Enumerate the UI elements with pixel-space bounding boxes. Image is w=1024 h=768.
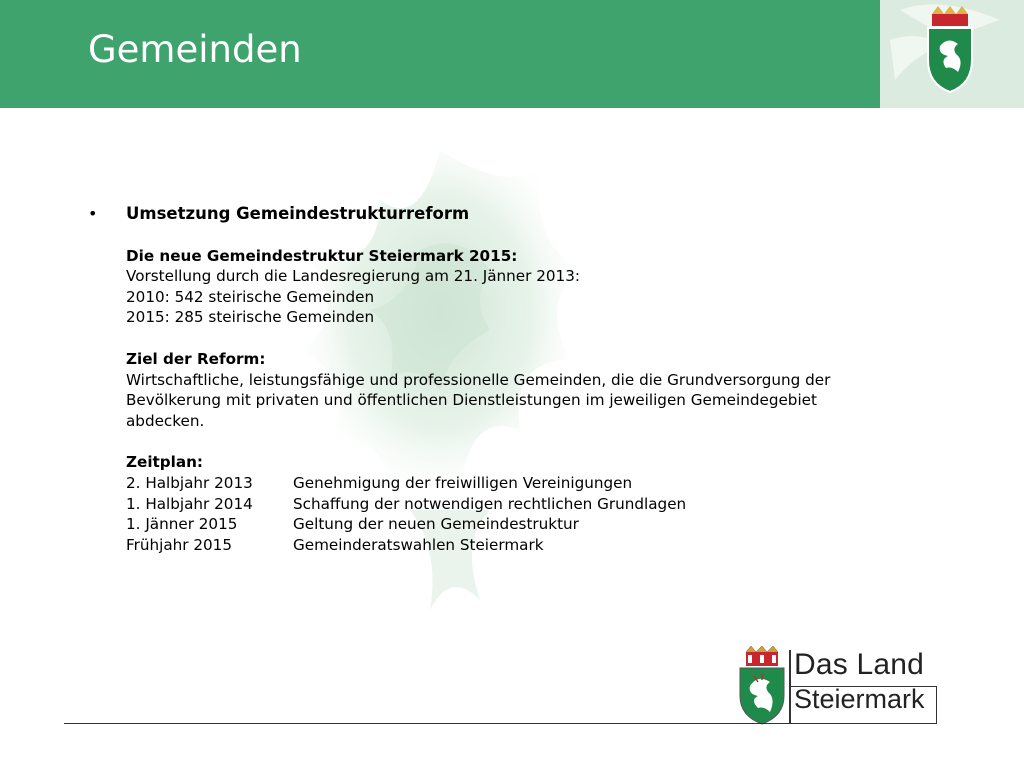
header-crest xyxy=(880,0,1024,108)
text-line: Bevölkerung mit privaten und öffentlichen Dienstleistungen im jeweiligen Gemeindegebiet xyxy=(126,391,817,410)
text-line: 2015: 285 steirische Gemeinden xyxy=(126,308,375,327)
slide-title: Gemeinden xyxy=(88,28,302,71)
schedule-date: Frühjahr 2015 xyxy=(126,535,233,554)
schedule-date: 1. Jänner 2015 xyxy=(126,515,238,534)
brand-divider xyxy=(789,650,791,724)
text-line: Vorstellung durch die Landesregierung am 21. Jänner 2013: xyxy=(126,267,580,286)
bullet-item xyxy=(88,204,928,225)
schedule-row xyxy=(126,514,928,535)
schedule-text: Gemeinderatswahlen Steiermark xyxy=(293,535,544,554)
schedule-row xyxy=(126,535,928,556)
schedule-date: 2. Halbjahr 2013 xyxy=(126,473,253,492)
schedule-text: Genehmigung der freiwilligen Vereinigungen xyxy=(293,473,633,492)
schedule-date: 1. Halbjahr 2014 xyxy=(126,494,253,513)
text-line: 2010: 542 steirische Gemeinden xyxy=(126,287,375,306)
footer-rule xyxy=(64,723,937,724)
bullet-heading: Umsetzung Gemeindestrukturreform xyxy=(126,204,470,223)
slide-content xyxy=(88,204,928,555)
brand-line-1: Das Land xyxy=(794,648,925,681)
brand-line-2: Steiermark xyxy=(794,684,925,714)
section-new-structure xyxy=(126,246,928,328)
crest-icon xyxy=(736,646,796,726)
section-title: Ziel der Reform: xyxy=(126,349,266,368)
section-title: Die neue Gemeindestruktur Steiermark 2015: xyxy=(126,246,518,265)
section-schedule xyxy=(126,452,928,555)
schedule-row xyxy=(126,494,928,515)
text-line: Wirtschaftliche, leistungsfähige und professionelle Gemeinden, die die Grundversorgung der xyxy=(126,370,831,389)
schedule-row xyxy=(126,473,928,494)
schedule-text: Geltung der neuen Gemeindestruktur xyxy=(293,515,579,534)
text-line: abdecken. xyxy=(126,411,205,430)
header-bar xyxy=(0,0,1024,108)
section-title: Zeitplan: xyxy=(126,453,203,472)
bullet-marker: • xyxy=(88,204,98,223)
schedule-text: Schaffung der notwendigen rechtlichen Grundlagen xyxy=(293,494,687,513)
section-reform-goal xyxy=(126,349,928,431)
brand-wordmark xyxy=(794,648,925,716)
brand-edge xyxy=(936,686,937,724)
